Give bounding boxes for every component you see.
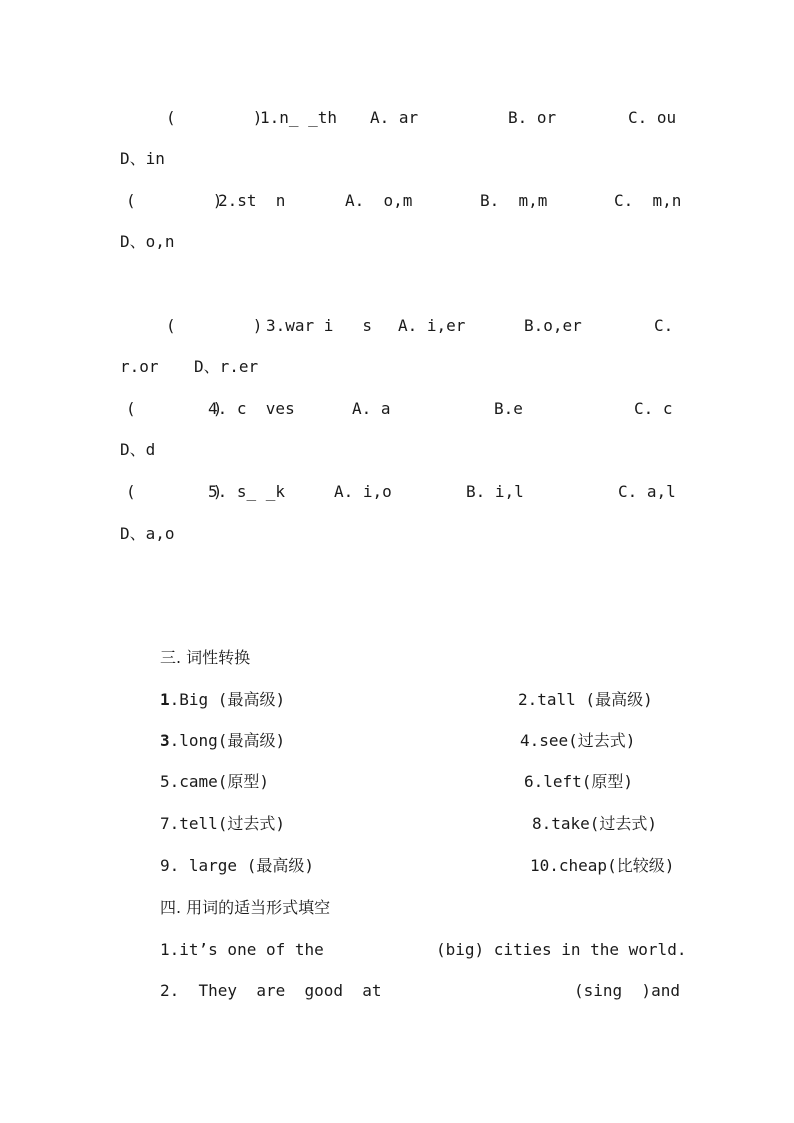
option-a: A. o,m [345, 191, 413, 210]
option-b: B. i,l [466, 482, 524, 501]
option-c: C. [654, 316, 674, 335]
word-item-3 [160, 731, 285, 751]
option-a: A. a [352, 399, 391, 418]
option-c: C. c [634, 399, 673, 418]
question-stem: 4. c ves [208, 399, 295, 418]
word-item-7: 7.tell(过去式) [160, 814, 286, 833]
sentence-2-end: (sing )and [574, 981, 680, 1000]
answer-paren: ( ) [126, 191, 223, 210]
answer-paren: ( ) [166, 316, 263, 335]
question-stem: 3.war i s [266, 316, 372, 335]
word-item-10: 10.cheap(比较级) [530, 856, 675, 875]
answer-paren: ( ) [126, 399, 223, 418]
word-item-5: 5.came(原型) [160, 772, 270, 791]
option-d: D、o,n [120, 232, 175, 251]
word-item-4: 4.see(过去式) [520, 731, 636, 750]
question-stem: 2.st n [218, 191, 286, 210]
word-item-2: 2.tall (最高级) [518, 690, 653, 709]
option-b: B.e [494, 399, 523, 418]
sentence-1-end: (big) cities in the world. [436, 940, 687, 959]
section-4-title: 四. 用词的适当形式填空 [160, 898, 331, 917]
answer-paren: ( ) [166, 108, 263, 127]
sentence-2-start: 2. They are good at [160, 981, 382, 1000]
option-a: A. ar [370, 108, 419, 127]
option-a: A. i,er [398, 316, 466, 335]
option-d: D、r.er [194, 357, 259, 376]
option-c: C. a,l [618, 482, 676, 501]
option-a: A. i,o [334, 482, 392, 501]
option-b: B.o,er [524, 316, 582, 335]
option-c-continued: r.or [120, 357, 159, 376]
word-item-9: 9. large (最高级) [160, 856, 314, 875]
item-text: .long(最高级) [169, 731, 286, 750]
item-number: 1 [160, 690, 170, 709]
question-stem: 5. s_ _k [208, 482, 286, 501]
item-text: .Big (最高级) [169, 690, 286, 709]
option-d: D、d [120, 440, 156, 459]
option-c: C. m,n [614, 191, 682, 210]
option-d: D、in [120, 149, 165, 168]
sentence-1-start: 1.it’s one of the [160, 940, 324, 959]
answer-paren: ( ) [126, 482, 223, 501]
option-c: C. ou [628, 108, 677, 127]
question-stem: 1.n_ _th [260, 108, 338, 127]
option-b: B. or [508, 108, 557, 127]
option-b: B. m,m [480, 191, 548, 210]
item-number: 3 [160, 731, 170, 750]
option-d: D、a,o [120, 524, 175, 543]
word-item-6: 6.left(原型) [524, 772, 634, 791]
word-item-1 [160, 690, 285, 710]
word-item-8: 8.take(过去式) [532, 814, 658, 833]
section-3-title: 三. 词性转换 [160, 648, 251, 667]
